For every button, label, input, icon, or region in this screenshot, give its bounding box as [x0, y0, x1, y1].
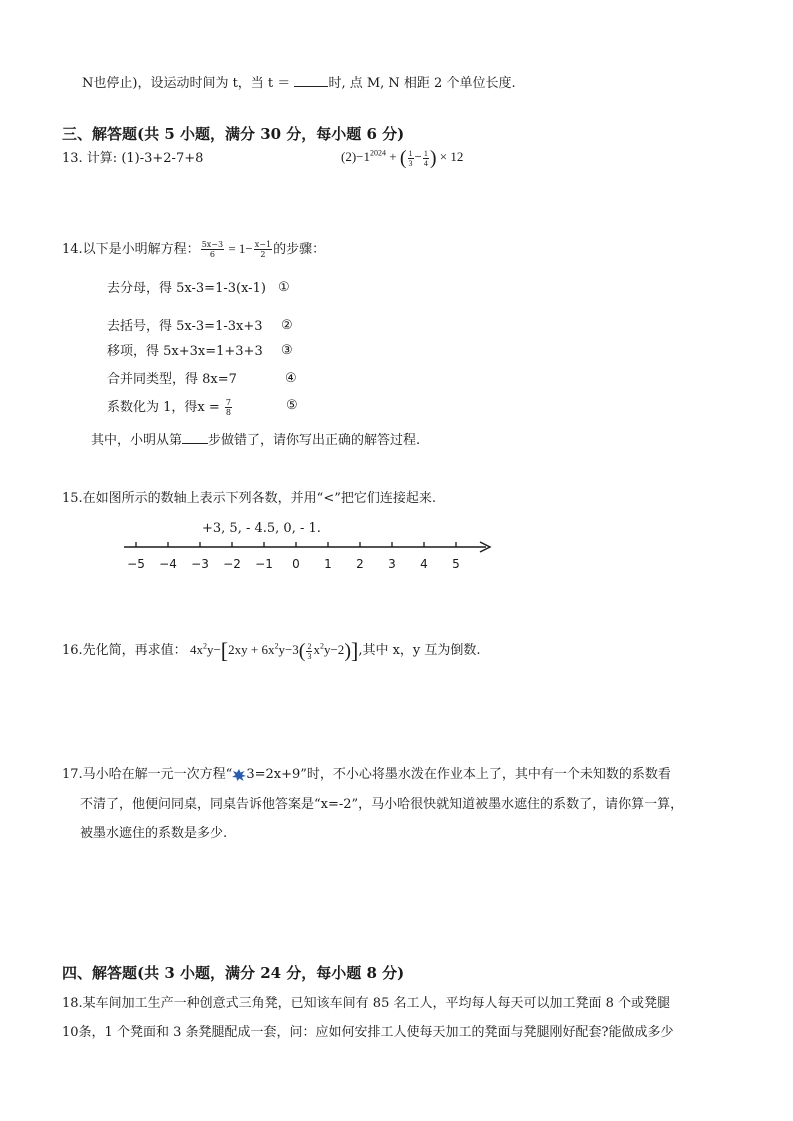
- q16-expr-b: y−: [206, 642, 221, 657]
- q16-prefix: 16.先化简，再求值：: [62, 643, 187, 658]
- left-bracket: [: [220, 638, 229, 664]
- q14-step-5-text: 系数化为 1，得x =: [107, 400, 224, 415]
- answer-blank[interactable]: [182, 431, 208, 444]
- q13-tail: × 12: [436, 149, 464, 164]
- question-14-stem: [62, 240, 325, 259]
- number-line-tick-label: −3: [191, 557, 209, 571]
- question-17-line-1: [62, 766, 671, 784]
- section-3-heading: 三、解答题(共 5 小题，满分 30 分，每小题 6 分): [62, 125, 405, 143]
- left-paren: (: [298, 640, 306, 663]
- q14-step-4: 合并同类型，得 8x=7: [107, 372, 237, 387]
- q17-text-b: 3=2x+9”时，不小心将墨水泼在作业本上了，其中有一个未知数的系数看: [246, 767, 671, 782]
- number-line-tick-label: −2: [223, 557, 241, 571]
- question-13-part2: [341, 148, 463, 168]
- q16-fraction: $\frac{2}{3}$: [307, 641, 312, 661]
- number-line-tick-label: 0: [292, 557, 300, 571]
- question-14-tail: [91, 431, 420, 450]
- question-continuation: [82, 74, 516, 93]
- question-15-stem: 15.在如图所示的数轴上表示下列各数，并用“<”把它们连接起来.: [62, 491, 436, 506]
- q16-exp-3: 2: [319, 641, 324, 651]
- question-13-part1: 13. 计算: (1)-3+2-7+8: [62, 151, 204, 166]
- number-line-tick-label: 3: [388, 557, 396, 571]
- continuation-text-a: N也停止)，设运动时间为 t，当 t ＝: [82, 76, 295, 91]
- q16-suffix: ,其中 x，y 互为倒数.: [358, 643, 481, 658]
- number-line-tick-label: 5: [452, 557, 460, 571]
- q14-suffix: 的步骤：: [273, 242, 326, 257]
- question-17-line-2: 不清了，他便问同桌，同桌告诉他答案是“x=-2”，马小哈很快就知道被墨水遮住的系数了，请你算一算，: [80, 797, 684, 812]
- q14-tail-b: 步做错了，请你写出正确的解答过程.: [208, 433, 421, 448]
- number-line-tick-label: 2: [356, 557, 364, 571]
- q16-exp-2: 2: [274, 641, 279, 651]
- q13-exponent: 2024: [370, 148, 386, 158]
- q13-fraction-2: $\frac{1}{4}$: [423, 148, 428, 168]
- right-paren: ): [429, 147, 437, 170]
- q14-step-5: [107, 398, 233, 417]
- q14-step-5-mark: ⑤: [286, 398, 298, 413]
- q14-step-3-mark: ③: [281, 343, 293, 358]
- q17-text-a: 17.马小哈在解一元一次方程“: [62, 767, 233, 782]
- q14-step-2: 去括号，得 5x-3=1-3x+3: [107, 319, 263, 334]
- q14-lhs-fraction: $\frac{5x-3}{6}$: [201, 240, 224, 259]
- q14-equals: = 1−: [225, 241, 253, 256]
- number-line[interactable]: [118, 532, 498, 582]
- q13-plus: +: [386, 149, 400, 164]
- question-17-line-3: 被墨水遮住的系数是多少.: [80, 826, 228, 841]
- q13-prefix: (2)−1: [341, 149, 370, 164]
- q14-step-3: 移项，得 5x+3x=1+3+3: [107, 344, 263, 359]
- number-line-tick-label: −1: [255, 557, 273, 571]
- q13-fraction-1: $\frac{1}{3}$: [408, 148, 413, 168]
- q16-exp-1: 2: [202, 641, 207, 651]
- q14-step-5-fraction: $\frac{7}{8}$: [225, 398, 231, 417]
- q16-expr-c: 2xy + 6x: [228, 642, 275, 657]
- q16-expr-f: y−2: [323, 642, 345, 657]
- number-line-tick-label: 4: [420, 557, 428, 571]
- q16-expr-e: x: [313, 642, 320, 657]
- question-16: [62, 638, 481, 664]
- q14-step-4-mark: ④: [285, 371, 297, 386]
- ink-blot-icon: [232, 769, 246, 781]
- q13-minus: −: [414, 149, 422, 164]
- q14-step-1-mark: ①: [278, 280, 290, 295]
- number-line-tick-label: 1: [324, 557, 332, 571]
- left-paren: (: [399, 147, 407, 170]
- q14-rhs-fraction: $\frac{x-1}{2}$: [254, 240, 272, 259]
- q16-expr-a: 4x: [189, 642, 203, 657]
- right-bracket: ]: [350, 638, 359, 664]
- q14-step-1: 去分母，得 5x-3=1-3(x-1): [107, 281, 266, 296]
- answer-blank[interactable]: [294, 74, 328, 87]
- right-paren: ): [344, 640, 351, 663]
- q14-step-2-mark: ②: [281, 318, 293, 333]
- number-line-tick-label: −5: [127, 557, 145, 571]
- question-18-line-1: 18.某车间加工生产一种创意式三角凳，已知该车间有 85 名工人，平均每人每天可以加工凳面 8 个或凳腿: [62, 996, 671, 1011]
- q14-prefix: 14.以下是小明解方程：: [62, 242, 200, 257]
- q14-tail-a: 其中，小明从第: [91, 433, 183, 448]
- q15-number-list: +3, 5, - 4.5, 0, - 1.: [202, 521, 321, 536]
- q16-expr-d: y−3: [278, 642, 299, 657]
- section-4-heading: 四、解答题(共 3 小题，满分 24 分，每小题 8 分): [62, 964, 405, 982]
- question-18-line-2: 10条，1 个凳面和 3 条凳腿配成一套，问：应如何安排工人使每天加工的凳面与凳腿刚好配套?能做成多少: [62, 1025, 674, 1040]
- number-line-tick-label: −4: [159, 557, 177, 571]
- continuation-text-b: 时, 点 M, N 相距 2 个单位长度.: [328, 76, 516, 91]
